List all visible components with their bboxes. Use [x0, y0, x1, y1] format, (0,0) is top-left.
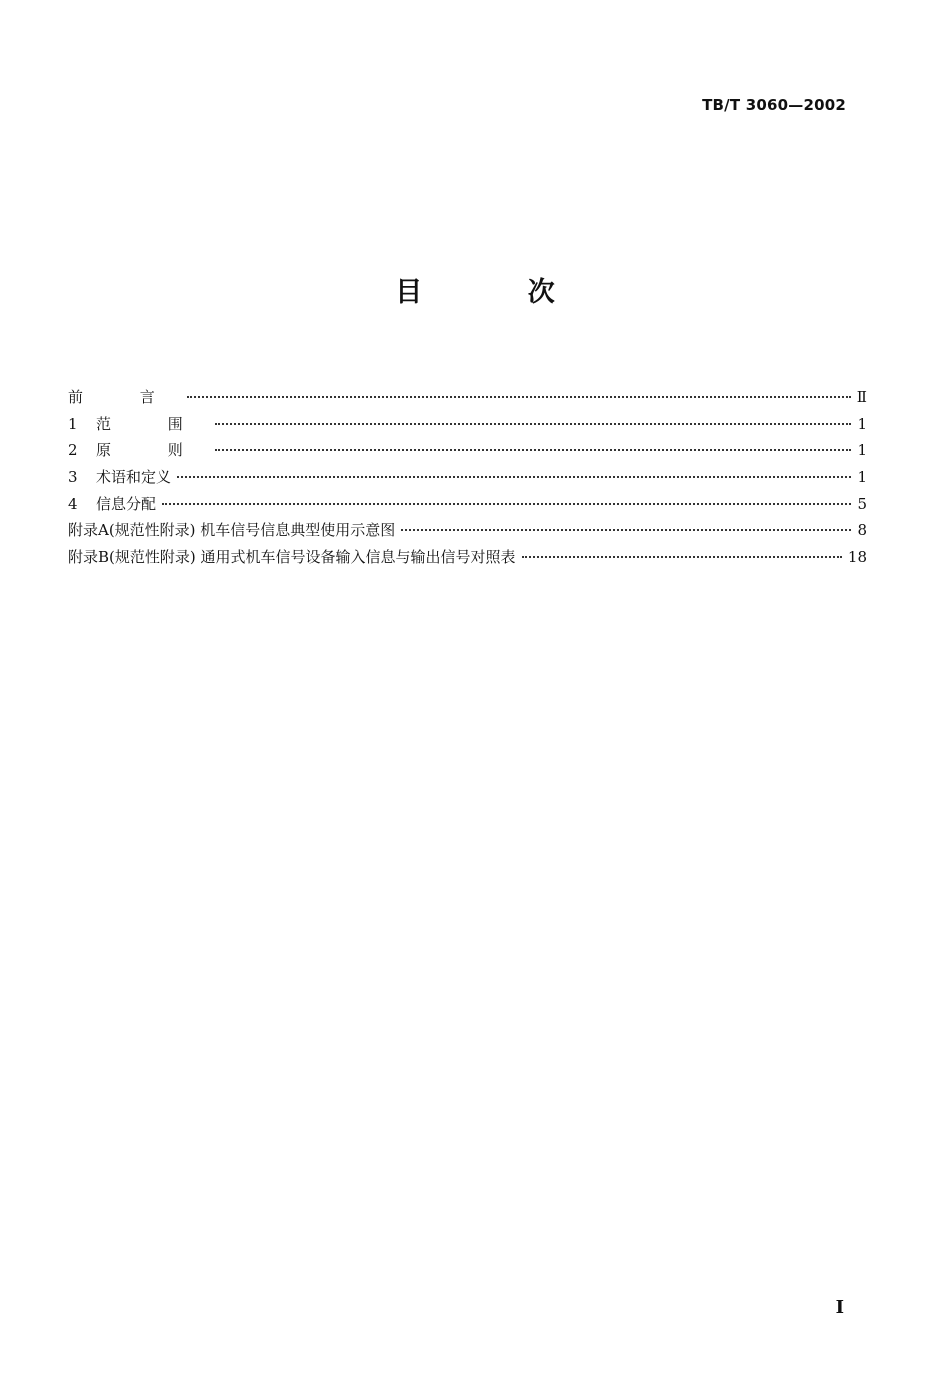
- table-of-contents: [68, 384, 867, 571]
- toc-entry-terms[interactable]: [68, 464, 867, 491]
- toc-entry-label: 前 言: [68, 388, 181, 406]
- toc-entry-appendix-a[interactable]: [68, 517, 867, 544]
- toc-entry-label: 附录B(规范性附录) 通用式机车信号设备输入信息与输出信号对照表: [68, 548, 516, 567]
- toc-entry-page: 5: [857, 494, 867, 513]
- toc-dot-leader: [177, 476, 851, 478]
- toc-dot-leader: [187, 396, 851, 398]
- toc-dot-leader: [401, 529, 851, 531]
- toc-entry-page: 1: [857, 414, 867, 433]
- toc-entry-page: 18: [847, 548, 867, 567]
- toc-entry-label: 信息分配: [96, 494, 157, 513]
- toc-entry-label: 原 则: [96, 441, 209, 460]
- toc-entry-page: 8: [857, 521, 867, 540]
- toc-entry-number: 2: [68, 441, 78, 460]
- toc-dot-leader: [522, 556, 842, 558]
- toc-dot-leader: [215, 449, 851, 451]
- toc-entry-number: 1: [68, 414, 78, 433]
- toc-dot-leader: [162, 503, 851, 505]
- toc-entry-label: 范 围: [96, 414, 209, 433]
- toc-entry-number: 4: [68, 494, 78, 513]
- toc-entry-principles[interactable]: [68, 437, 867, 464]
- page-title: 目 次: [395, 277, 603, 308]
- toc-entry-label: 术语和定义: [96, 468, 172, 487]
- toc-entry-number: 3: [68, 468, 78, 487]
- toc-entry-page: 1: [857, 441, 867, 460]
- toc-entry-foreword[interactable]: [68, 384, 867, 411]
- toc-entry-scope[interactable]: [68, 411, 867, 438]
- toc-dot-leader: [215, 423, 851, 425]
- toc-entry-allocation[interactable]: [68, 491, 867, 518]
- toc-entry-appendix-b[interactable]: [68, 544, 867, 571]
- toc-entry-label: 附录A(规范性附录) 机车信号信息典型使用示意图: [68, 521, 396, 540]
- page-number: Ⅰ: [835, 1297, 844, 1318]
- standard-number: TB/T 3060—2002: [702, 96, 846, 114]
- toc-entry-page: 1: [857, 468, 867, 487]
- toc-entry-page: Ⅱ: [856, 388, 867, 406]
